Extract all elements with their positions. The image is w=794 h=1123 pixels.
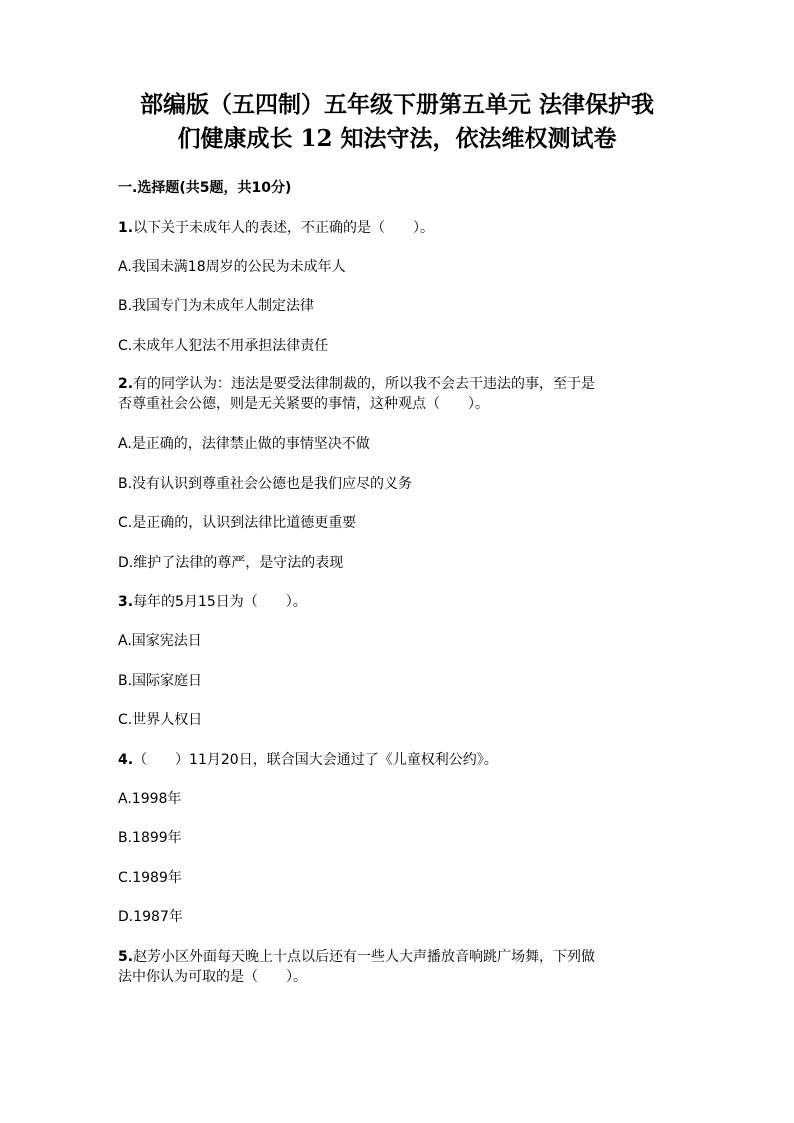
option-4a: A.1998年 <box>118 791 182 807</box>
option-3b: B.国际家庭日 <box>118 673 203 689</box>
question-3 <box>118 592 678 612</box>
question-stem: 每年的5月15日为（ ）。 <box>133 594 307 610</box>
page-title-line-2: 们健康成长 12 知法守法，依法维权测试卷 <box>177 125 617 152</box>
question-number: 1. <box>118 220 134 236</box>
option-3c: C.世界人权日 <box>118 712 203 728</box>
section-heading: 一.选择题(共5题，共10分) <box>118 180 292 196</box>
question-stem: 以下关于未成年人的表述，不正确的是（ ）。 <box>133 220 435 236</box>
option-4c: C.1989年 <box>118 870 182 886</box>
question-stem-line-1: 有的同学认为：违法是要受法律制裁的，所以我不会去干违法的事，至于是 <box>133 376 596 392</box>
question-stem-line-1: 赵芳小区外面每天晚上十点以后还有一些人大声播放音响跳广场舞，下列做 <box>133 949 596 965</box>
option-4d: D.1987年 <box>118 909 183 925</box>
question-1 <box>118 218 678 238</box>
option-2a: A.是正确的，法律禁止做的事情坚决不做 <box>118 436 370 452</box>
page-title <box>100 88 694 156</box>
question-stem: （ ）11月20日，联合国大会通过了《儿童权利公约》。 <box>133 752 498 768</box>
option-2b: B.没有认识到尊重社会公德也是我们应尽的义务 <box>118 476 413 492</box>
question-2 <box>118 374 678 414</box>
option-2d: D.维护了法律的尊严，是守法的表现 <box>118 555 344 571</box>
question-number: 5. <box>118 949 134 965</box>
question-stem-line-2: 法中你认为可取的是（ ）。 <box>118 969 307 985</box>
option-4b: B.1899年 <box>118 830 182 846</box>
question-stem-line-2: 否尊重社会公德，则是无关紧要的事情，这种观点（ ）。 <box>118 396 489 412</box>
option-1a: A.我国未满18周岁的公民为未成年人 <box>118 259 346 275</box>
option-2c: C.是正确的，认识到法律比道德更重要 <box>118 515 357 531</box>
question-number: 4. <box>118 752 134 768</box>
question-number: 2. <box>118 376 134 392</box>
question-5 <box>118 947 678 987</box>
page-title-line-1: 部编版（五四制）五年级下册第五单元 法律保护我 <box>139 91 654 118</box>
option-1c: C.未成年人犯法不用承担法律责任 <box>118 338 329 354</box>
option-3a: A.国家宪法日 <box>118 633 202 649</box>
option-1b: B.我国专门为未成年人制定法律 <box>118 298 315 314</box>
question-number: 3. <box>118 594 134 610</box>
question-4 <box>118 750 678 770</box>
